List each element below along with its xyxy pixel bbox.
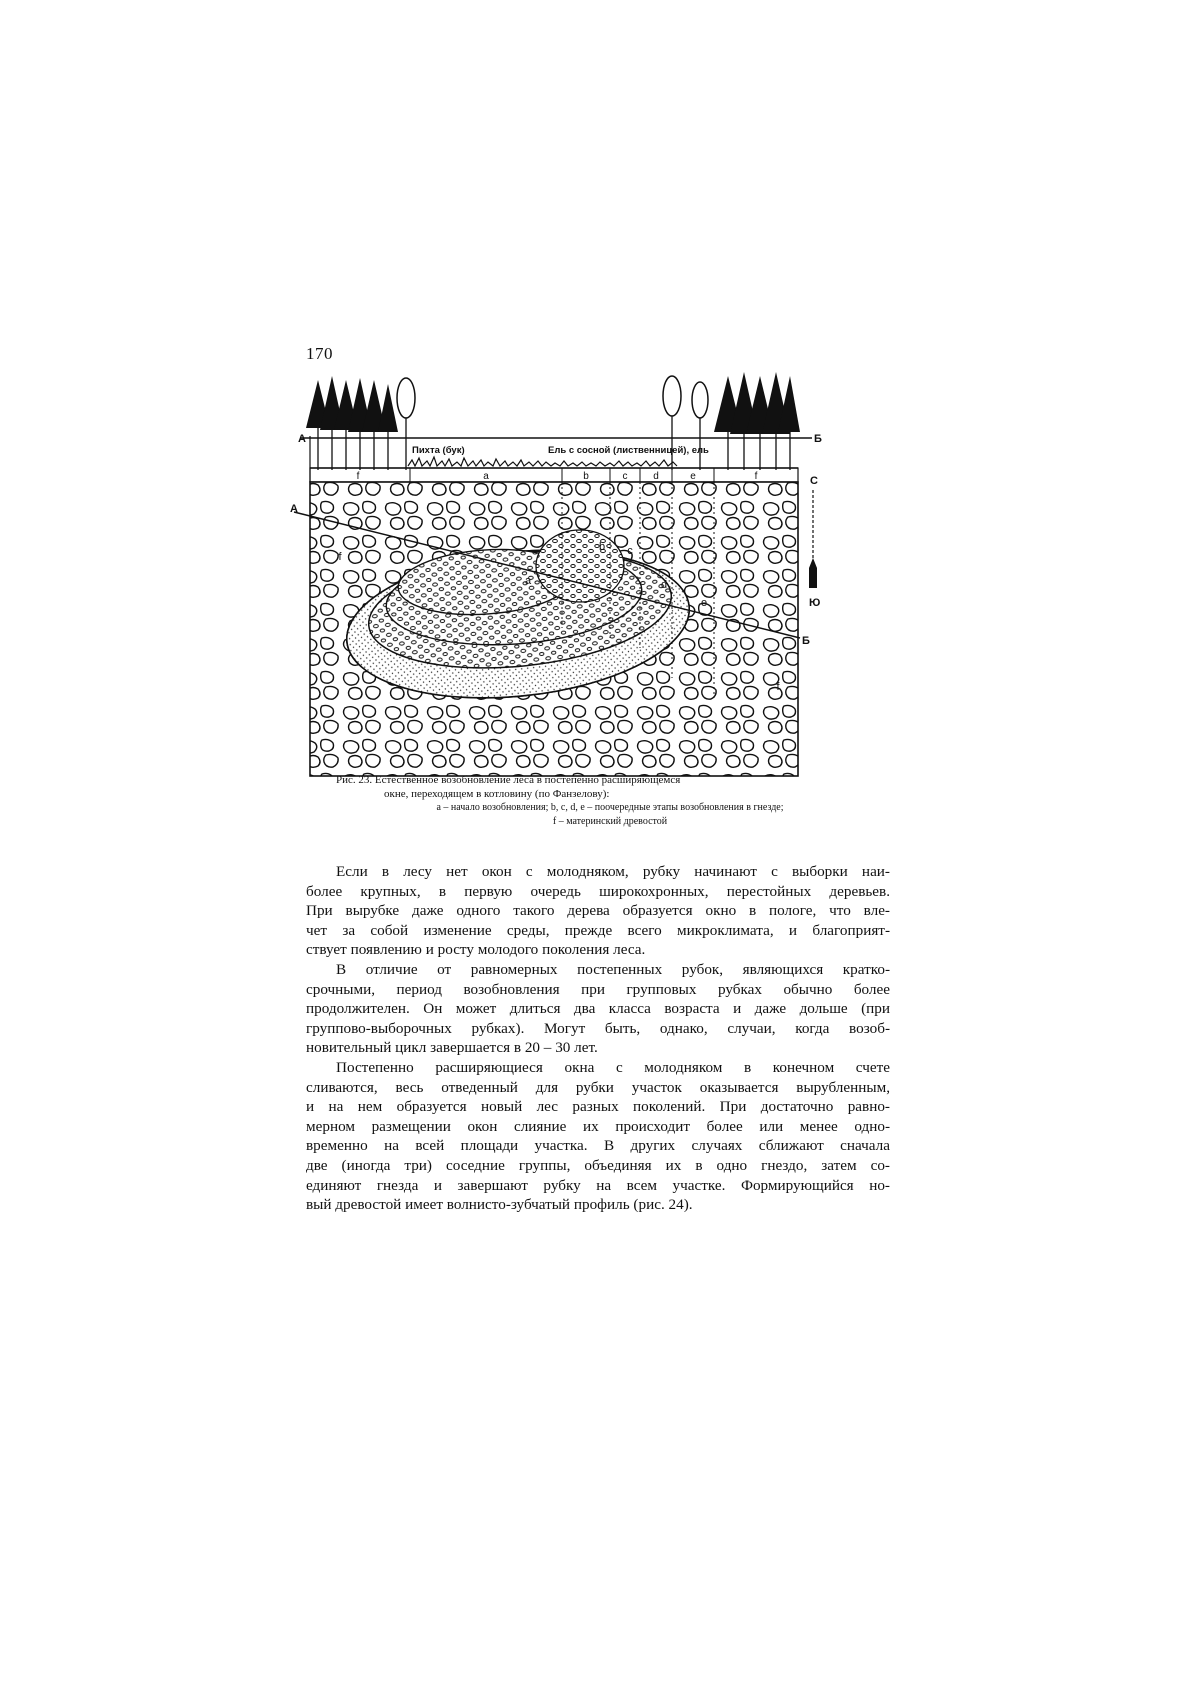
compass-south-label: Ю [809,597,821,609]
zone-dividers [410,468,714,482]
zone-label: f [754,471,758,482]
text-line: две (иногда три) соседние группы, объединяя их в одно гнездо, затем со- [306,1156,890,1174]
text-line: временно на всей площади участка. В других случаях сближают сначала [306,1137,890,1155]
compass-north-label: С [810,475,818,487]
plan-label: f [776,681,780,693]
caption-line-1: Рис. 23. Естественное возобновление леса в постепенно расширяющемся [336,774,681,786]
paragraph [306,862,890,960]
text-line: ствует появлению и росту молодого поколения леса. [306,941,646,959]
figure-23 [290,398,890,778]
text-line: В отличие от равномерных постепенных рубок, являющихся кратко- [336,960,890,978]
text-line: вый древостой имеет волнисто-зубчатый профиль (рис. 24). [306,1196,693,1214]
caption-line-4: f – материнский древостой [552,816,668,827]
caption-line-3: a – начало возобновления; b, c, d, e – поочередные этапы возобновления в гнезде; [436,802,784,813]
label-a-top: А [298,433,306,445]
undergrowth [408,457,677,466]
zone-label: b [583,471,589,482]
label-b-plan: Б [802,635,810,647]
text-line: и на нем образуется новый лес разных поколений. При достаточно равно- [306,1098,890,1116]
text-line: группово-выборочных рубках). Могут быть, однако, случаи, когда возоб- [306,1019,890,1037]
plan-label: d [660,579,668,591]
page-number: 170 [306,344,333,363]
text-line: более крупных, в первую очередь широкохронных, перестойных деревьев. [306,882,890,900]
text-line: мерном размещении окон слияние их происходит более или менее одно- [306,1117,890,1135]
plan-label: f [338,551,342,563]
text-line: продолжителен. Он может длиться два класса возраста и даже дольше (при [306,1000,890,1018]
zone-label: f [356,471,360,482]
plan-view [310,482,798,776]
text-line: При вырубке даже одного такого дерева образуется окно в пологе, что вле- [306,902,890,920]
species-left-label: Пихта (бук) [412,445,465,456]
zone-label: e [690,471,696,482]
paragraph [306,960,890,1058]
plan-label: a [524,575,532,587]
text-line: новительный цикл завершается в 20 – 30 лет. [306,1039,598,1057]
text-line: срочными, период возобновления при групповых рубках обычно более [306,980,890,998]
compass [809,475,820,609]
text-line: единяют гнезда и завершают рубку на всем участке. Формирующийся но- [306,1176,890,1194]
paragraph [306,1058,890,1215]
figure-illustration [290,398,890,778]
caption-line-2: окне, переходящем в котловину (по Фанзелову): [384,788,610,800]
text-line: чет за собой изменение среды, прежде всего микроклимата, и благоприят- [306,921,890,939]
plan-label: b [598,541,606,553]
label-b-top: Б [814,433,822,445]
trees-left [306,376,415,482]
text-line: Постепенно расширяющиеся окна с молодняком в конечном счете [336,1058,890,1076]
zone-label: d [653,471,659,482]
zone-strip [310,468,798,482]
figure-caption [330,773,890,829]
text-line: Если в лесу нет окон с молодняком, рубку начинают с выборки наи- [336,863,890,880]
zone-label: c [622,471,628,482]
species-right-label: Ель с сосной (лиственницей), ель [548,445,709,456]
zone-labels [357,471,758,482]
text-line: сливаются, весь отведенный для рубки участок оказывается вырубленным, [306,1078,890,1096]
plan-label: e [700,597,708,609]
label-a-plan: А [290,503,298,515]
plan-label: c [627,545,633,557]
body-text [306,862,890,1215]
zone-label: a [483,471,489,482]
